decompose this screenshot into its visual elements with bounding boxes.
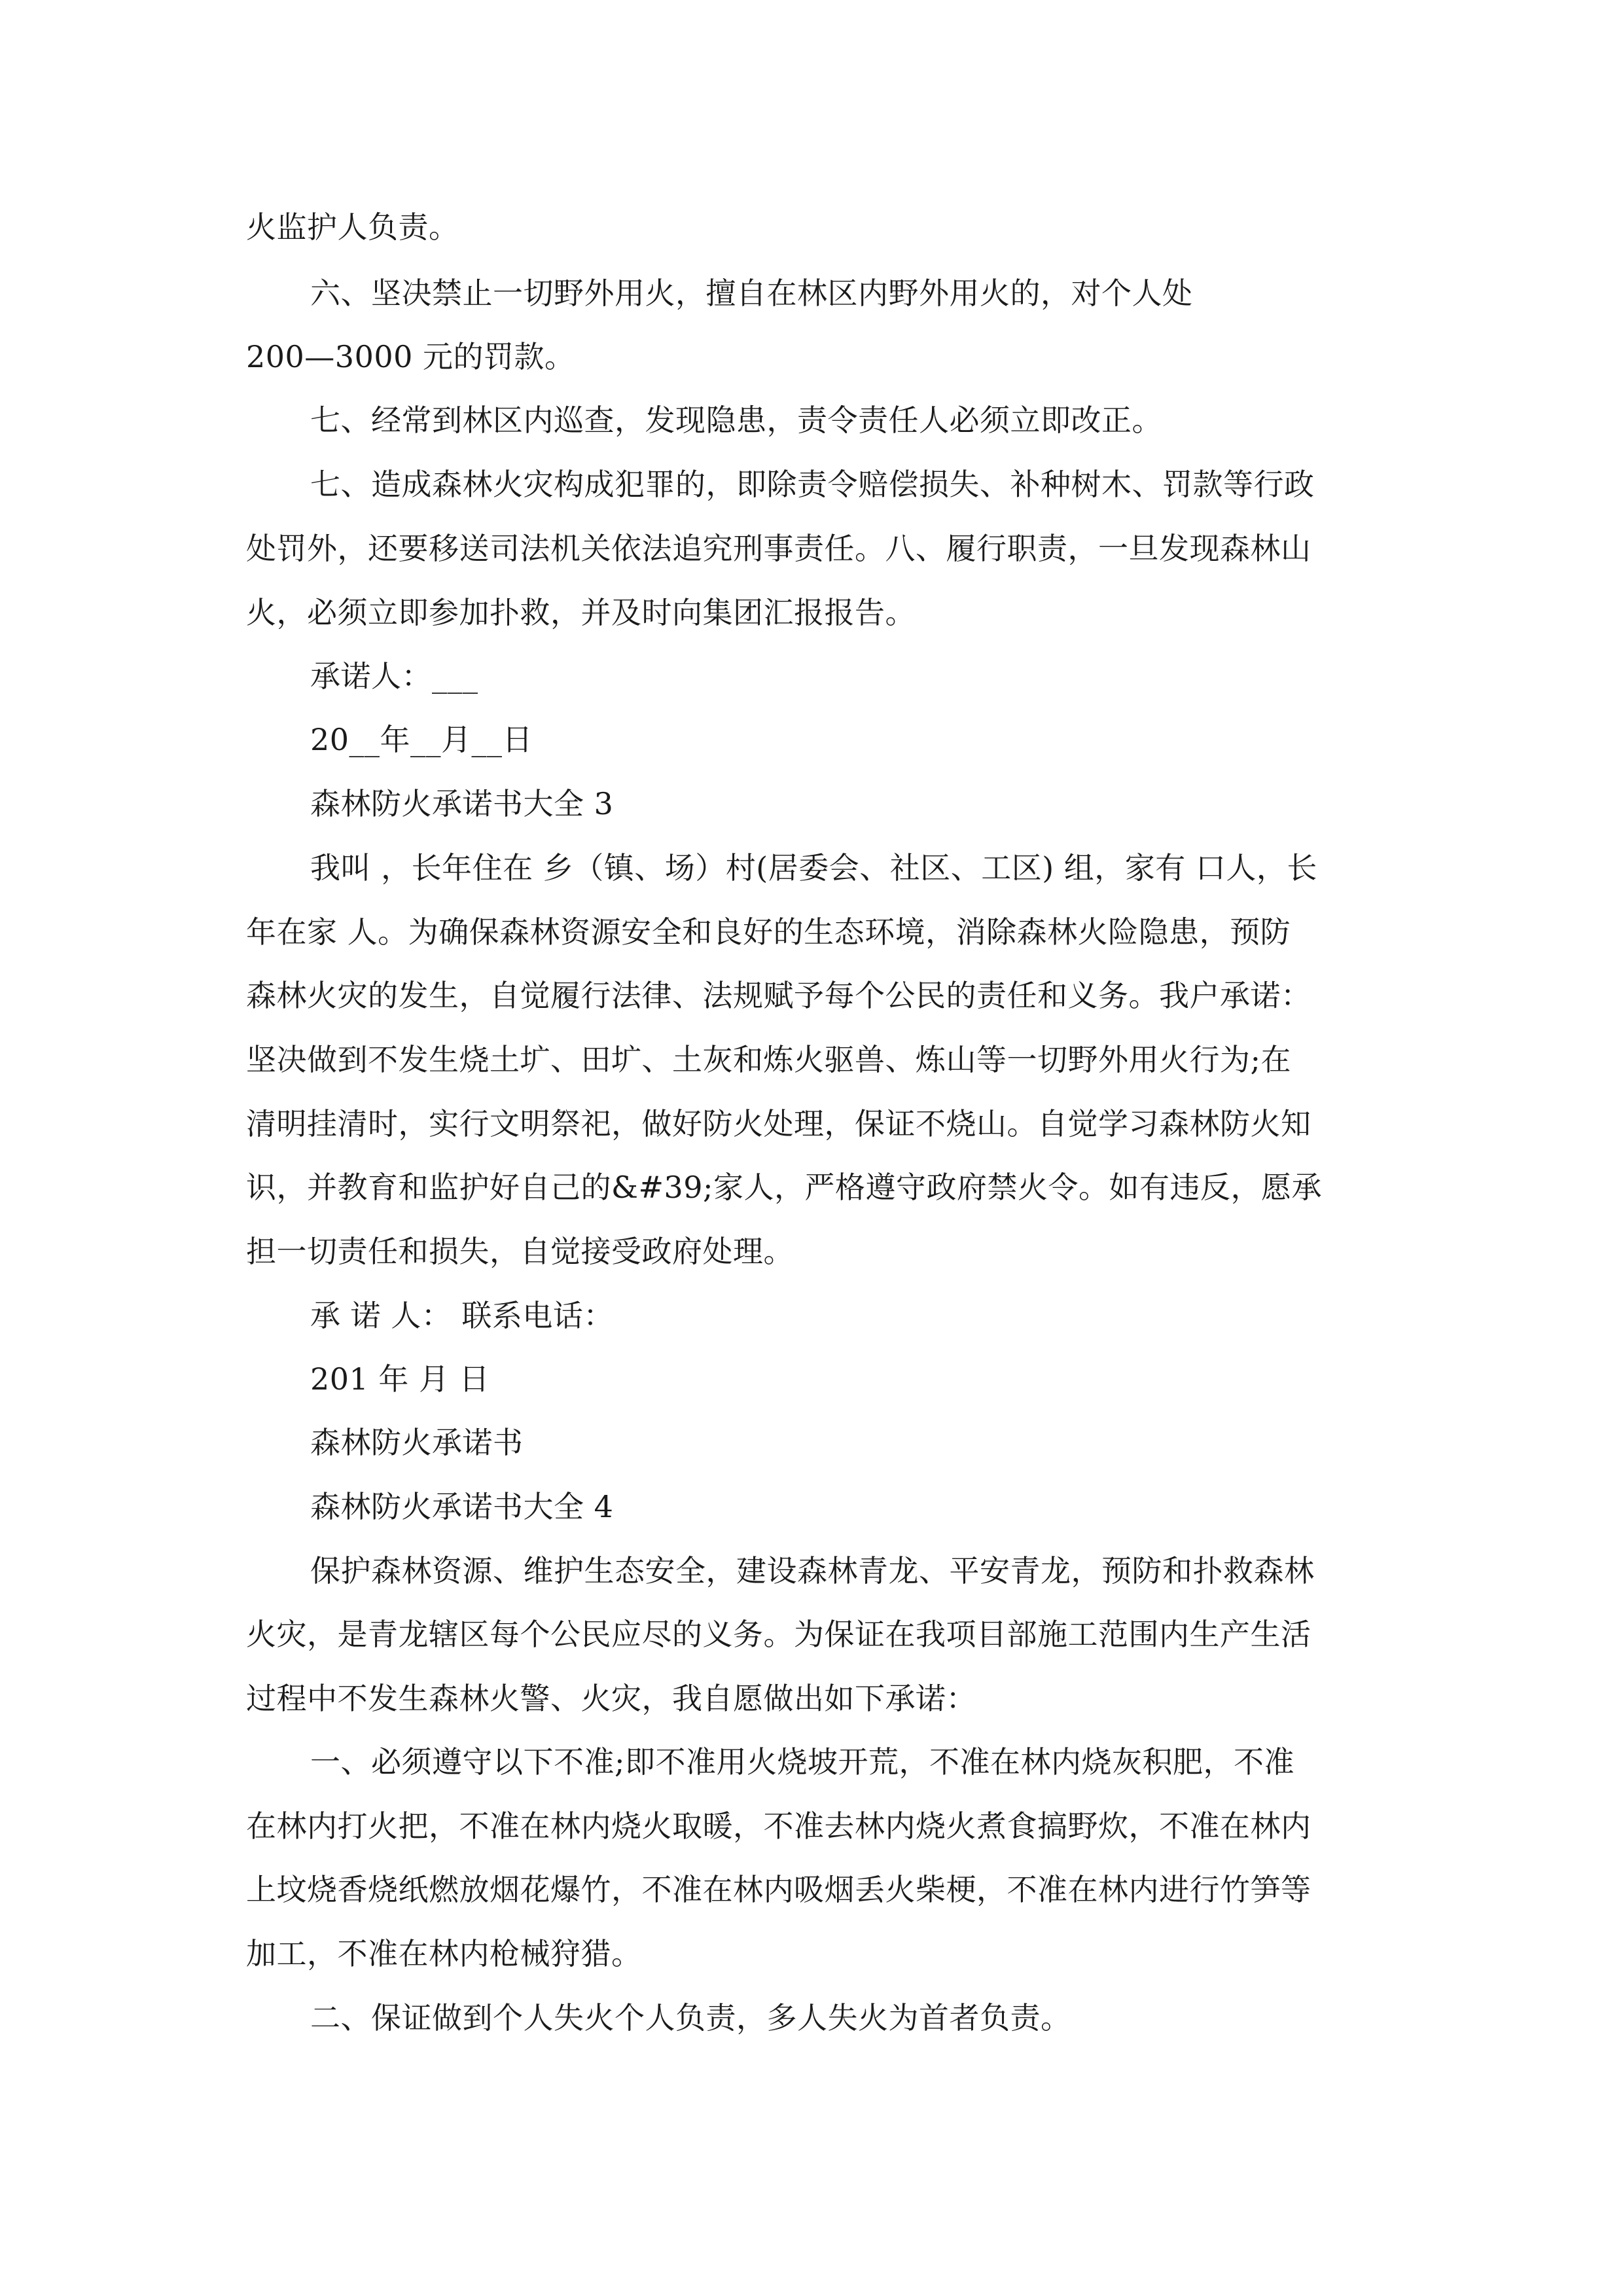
text-line: 二、保证做到个人失火个人负责，多人失火为首者负责。 bbox=[310, 2000, 1071, 2036]
text-line: 火灾，是青龙辖区每个公民应尽的义务。为保证在我项目部施工范围内生产生活 bbox=[246, 1617, 1311, 1652]
text-line: 七、造成森林火灾构成犯罪的，即除责令赔偿损失、补种树木、罚款等行政 bbox=[310, 467, 1315, 502]
text-line: 一、必须遵守以下不准;即不准用火烧坡开荒，不准在林内烧灰积肥，不准 bbox=[310, 1744, 1294, 1780]
text-line: 保护森林资源、维护生态安全，建设森林青龙、平安青龙，预防和扑救森林 bbox=[310, 1553, 1315, 1588]
text-line: 处罚外，还要移送司法机关依法追究刑事责任。八、履行职责，一旦发现森林山 bbox=[246, 531, 1311, 566]
text-line: 担一切责任和损失，自觉接受政府处理。 bbox=[246, 1234, 794, 1269]
text-line: 200—3000 元的罚款。 bbox=[246, 339, 575, 374]
date-line: 20__年__月__日 bbox=[310, 722, 533, 757]
signatory-line: 承 诺 人： 联系电话： bbox=[310, 1298, 614, 1333]
text-line: 火监护人负责。 bbox=[246, 209, 459, 245]
date-line: 201 年 月 日 bbox=[310, 1361, 490, 1397]
text-line: 坚决做到不发生烧土圹、田圹、土灰和炼火驱兽、炼山等一切野外用火行为;在 bbox=[246, 1042, 1291, 1077]
text-line: 年在家 人。为确保森林资源安全和良好的生态环境，消除森林火险隐患，预防 bbox=[246, 914, 1291, 950]
text-line: 六、坚决禁止一切野外用火，擅自在林区内野外用火的，对个人处 bbox=[310, 276, 1193, 311]
section-heading: 森林防火承诺书 bbox=[310, 1425, 524, 1460]
text-line: 清明挂清时，实行文明祭祀，做好防火处理，保证不烧山。自觉学习森林防火知 bbox=[246, 1106, 1311, 1141]
text-line: 上坟烧香烧纸燃放烟花爆竹，不准在林内吸烟丢火柴梗，不准在林内进行竹笋等 bbox=[246, 1872, 1311, 1907]
section-heading: 森林防火承诺书大全 4 bbox=[310, 1489, 614, 1524]
text-line: 火，必须立即参加扑救，并及时向集团汇报报告。 bbox=[246, 595, 916, 630]
text-line: 识，并教育和监护好自己的&#39;家人，严格遵守政府禁火令。如有违反，愿承 bbox=[246, 1170, 1323, 1205]
signatory-line: 承诺人：___ bbox=[310, 658, 478, 694]
text-line: 加工，不准在林内枪械狩猎。 bbox=[246, 1936, 642, 1971]
text-line: 过程中不发生森林火警、火灾，我自愿做出如下承诺： bbox=[246, 1681, 976, 1716]
text-line: 我叫 ，长年住在 乡（镇、场）村(居委会、社区、工区) 组，家有 口人，长 bbox=[310, 850, 1317, 886]
text-line: 森林火灾的发生，自觉履行法律、法规赋予每个公民的责任和义务。我户承诺： bbox=[246, 978, 1311, 1013]
text-line: 在林内打火把，不准在林内烧火取暖，不准去林内烧火煮食搞野炊，不准在林内 bbox=[246, 1808, 1311, 1844]
section-heading: 森林防火承诺书大全 3 bbox=[310, 786, 614, 821]
text-line: 七、经常到林区内巡查，发现隐患，责令责任人必须立即改正。 bbox=[310, 403, 1162, 438]
